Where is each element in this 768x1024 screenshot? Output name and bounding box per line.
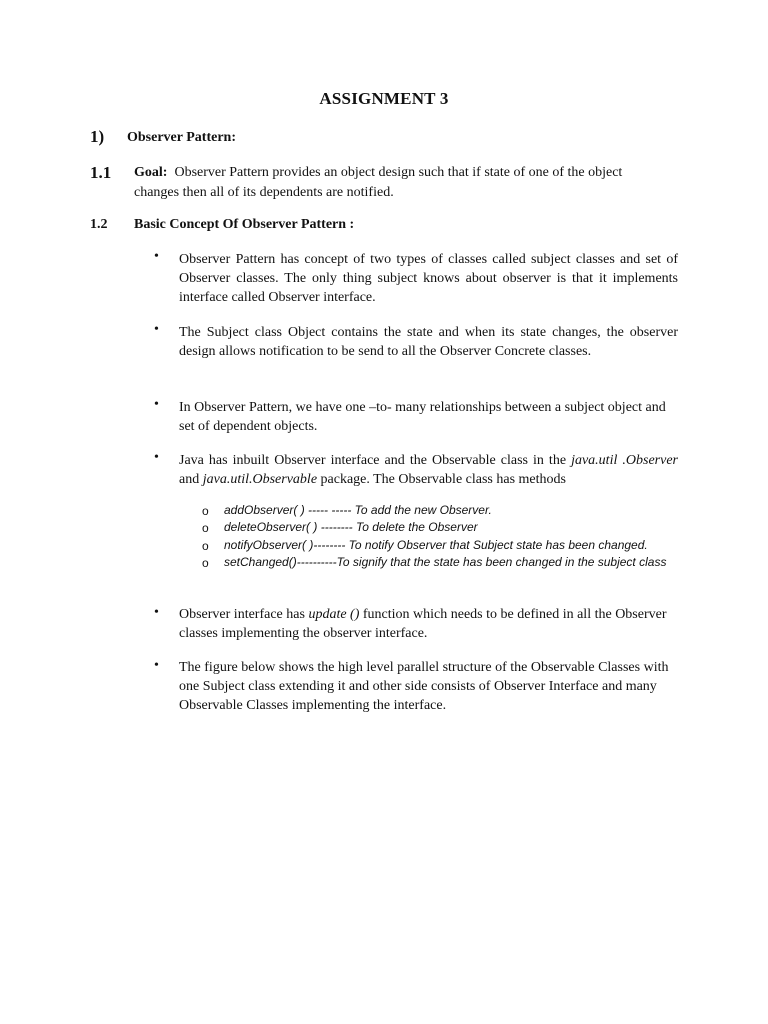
bullet-4-java-observer: java.util .Observer — [571, 453, 678, 468]
sub-marker: o — [202, 539, 209, 553]
bullet-5-part1: Observer interface has — [179, 607, 309, 622]
bullet-text-4 — [179, 451, 678, 489]
bullet-4-part1: Java has inbuilt Observer interface and the Observable class in the — [179, 453, 572, 468]
bullet-text-1: Observer Pattern has concept of two types of classes called subject classes and set of Observer classes. The only thing subject knows about observer is that it implements interface called Observer interface. — [179, 252, 678, 305]
sub-marker: o — [202, 556, 209, 570]
bullet-marker: • — [154, 605, 159, 620]
bullet-marker: • — [154, 322, 159, 337]
bullet-4-java-observable: java.util.Observable — [202, 472, 318, 487]
section-1-number: 1) — [90, 127, 105, 146]
goal-paragraph — [134, 163, 694, 203]
sub-marker: o — [202, 521, 209, 535]
bullet-text-6: The figure below shows the high level parallel structure of the Observable Classes with one Subject class extending it and other side consists of Observer Interface and many Observable Classes implementing the interface. — [179, 660, 669, 713]
bullet-marker: • — [154, 450, 159, 465]
method-item-1: addObserver( ) ----- ----- To add the new Observer. — [224, 503, 492, 517]
bullet-marker: • — [154, 658, 159, 673]
goal-text-line2: changes then all of its dependents are notified. — [134, 185, 394, 200]
section-1-1-number: 1.1 — [90, 163, 112, 182]
method-item-4: setChanged()----------To signify that the state has been changed in the subject class — [224, 555, 667, 569]
goal-label: Goal: — [134, 165, 168, 180]
bullet-text-3: In Observer Pattern, we have one –to- many relationships between a subject object and set of dependent objects. — [179, 400, 666, 434]
goal-text-line1: Observer Pattern provides an object design such that if state of one of the object — [174, 165, 623, 180]
bullet-marker: • — [154, 249, 159, 264]
method-item-2: deleteObserver( ) -------- To delete the Observer — [224, 520, 478, 534]
section-1-heading: Observer Pattern: — [127, 130, 236, 145]
section-1-2-number: 1.2 — [90, 217, 108, 232]
bullet-marker: • — [154, 397, 159, 412]
section-1-2-heading: Basic Concept Of Observer Pattern : — [134, 217, 355, 232]
bullet-5-part2: function which needs to be defined in all the Observer classes implementing the observer interface. — [179, 607, 667, 641]
bullet-5-update: update () — [308, 607, 360, 622]
bullet-text-2: The Subject class Object contains the state and when its state changes, the observer design allows notification to be send to all the Observer Concrete classes. — [179, 325, 678, 359]
bullet-text-5 — [179, 605, 678, 643]
page-title: ASSIGNMENT 3 — [319, 89, 449, 108]
bullet-4-part2: and — [179, 472, 203, 487]
sub-marker: o — [202, 504, 209, 518]
method-item-3: notifyObserver( )-------- To notify Observer that Subject state has been changed. — [224, 538, 648, 552]
bullet-4-part3: package. The Observable class has methods — [317, 472, 566, 487]
